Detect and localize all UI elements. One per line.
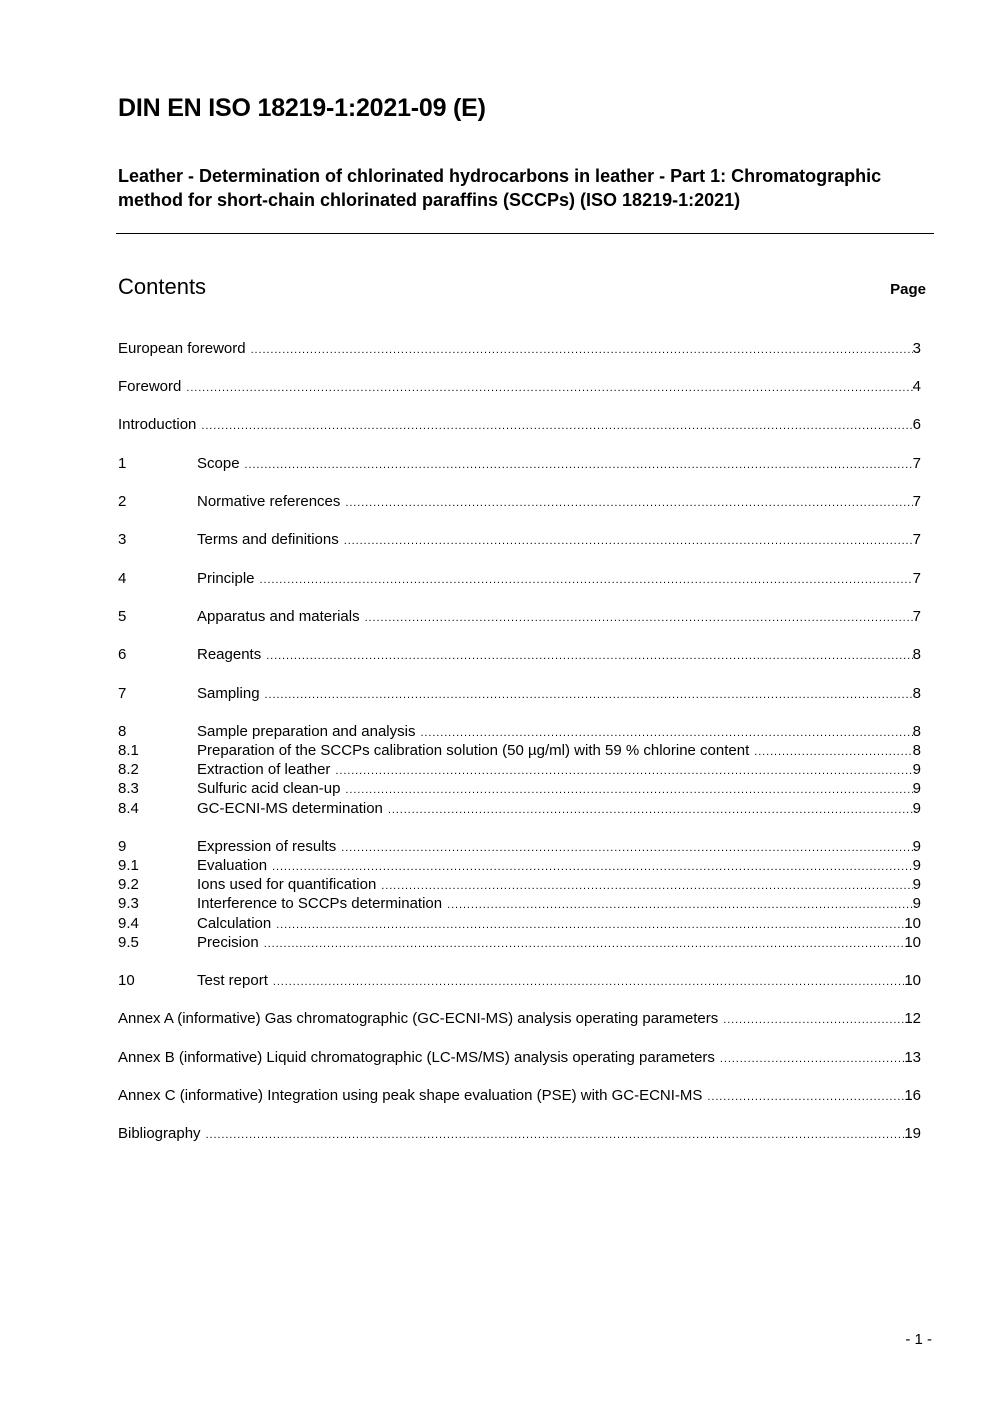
toc-entry-8[interactable] (118, 722, 921, 742)
toc-entry-title: European foreword (118, 340, 246, 357)
page-number: - 1 - (905, 1331, 932, 1348)
toc-entry-page: 9 (912, 857, 921, 874)
toc-entry-9[interactable] (118, 837, 921, 857)
toc-dot-leader (447, 895, 913, 915)
toc-entry-9-2[interactable] (118, 875, 921, 895)
toc-entry-title: Evaluation (197, 857, 268, 874)
toc-entry-1[interactable] (118, 454, 921, 474)
toc-dot-leader (381, 876, 912, 896)
toc-entry-title: Calculation (197, 915, 272, 932)
toc-entry-number: 3 (118, 531, 127, 548)
toc-entry-number: 1 (118, 455, 127, 472)
toc-entry-9-1[interactable] (118, 856, 921, 876)
toc-entry-title: Foreword (118, 378, 182, 395)
toc-dot-leader (720, 1049, 904, 1069)
toc-entry-bibliography[interactable] (118, 1124, 921, 1144)
toc-entry-page: 10 (904, 934, 921, 951)
toc-entry-page: 7 (912, 608, 921, 625)
toc-entry-6[interactable] (118, 645, 921, 665)
toc-entry-8-2[interactable] (118, 760, 921, 780)
toc-entry-number: 9.4 (118, 915, 139, 932)
toc-entry-title: Sampling (197, 685, 260, 702)
toc-entry-number: 9.2 (118, 876, 139, 893)
toc-entry-title: Preparation of the SCCPs calibration solution (50 µg/ml) with 59 % chlorine content (197, 742, 750, 759)
toc-entry-title: Interference to SCCPs determination (197, 895, 443, 912)
toc-entry-page: 7 (912, 455, 921, 472)
toc-dot-leader (276, 915, 904, 935)
toc-dot-leader (265, 685, 913, 705)
toc-dot-leader (273, 972, 904, 992)
contents-heading: Contents (118, 274, 207, 299)
toc-entry-title: Sulfuric acid clean-up (197, 780, 341, 797)
toc-entry-9-4[interactable] (118, 914, 921, 934)
toc-dot-leader (344, 531, 913, 551)
toc-entry-page: 13 (904, 1049, 921, 1066)
toc-entry-title: Normative references (197, 493, 341, 510)
toc-entry-annex-b[interactable] (118, 1048, 921, 1068)
toc-entry-5[interactable] (118, 607, 921, 627)
document-identifier: DIN EN ISO 18219-1:2021-09 (E) (118, 94, 486, 122)
toc-entry-page: 16 (904, 1087, 921, 1104)
toc-entry-page: 9 (912, 761, 921, 778)
toc-entry-title: Introduction (118, 416, 197, 433)
toc-entry-number: 9.1 (118, 857, 139, 874)
toc-entry-introduction[interactable] (118, 415, 921, 435)
toc-dot-leader (345, 493, 912, 513)
toc-entry-title: Terms and definitions (197, 531, 339, 548)
toc-entry-page: 7 (912, 570, 921, 587)
toc-entry-page: 3 (912, 340, 921, 357)
toc-dot-leader (345, 780, 912, 800)
toc-entry-page: 9 (912, 780, 921, 797)
toc-entry-title: Apparatus and materials (197, 608, 360, 625)
toc-entry-title: Annex A (informative) Gas chromatographic (GC-ECNI-MS) analysis operating parameters (118, 1010, 719, 1027)
toc-entry-number: 4 (118, 570, 127, 587)
toc-dot-leader (335, 761, 912, 781)
toc-entry-title: Sample preparation and analysis (197, 723, 416, 740)
toc-entry-number: 9.3 (118, 895, 139, 912)
toc-entry-9-5[interactable] (118, 933, 921, 953)
toc-dot-leader (186, 378, 912, 398)
toc-entry-page: 9 (912, 800, 921, 817)
toc-dot-leader (420, 723, 912, 743)
toc-entry-page: 19 (904, 1125, 921, 1142)
toc-entry-page: 8 (912, 646, 921, 663)
toc-entry-annex-c[interactable] (118, 1086, 921, 1106)
document-title: Leather - Determination of chlorinated hydrocarbons in leather - Part 1: Chromatographic method for short-chain chlorinated paraffins (SCCPs) (ISO 18219-1:2021) (118, 166, 882, 210)
toc-entry-page: 8 (912, 723, 921, 740)
toc-dot-leader (754, 742, 912, 762)
toc-entry-title: Reagents (197, 646, 262, 663)
toc-entry-page: 7 (912, 531, 921, 548)
toc-dot-leader (206, 1125, 905, 1145)
toc-entry-number: 8.1 (118, 742, 139, 759)
toc-dot-leader (365, 608, 913, 628)
toc-entry-page: 10 (904, 972, 921, 989)
toc-entry-page: 8 (912, 685, 921, 702)
toc-entry-number: 5 (118, 608, 127, 625)
toc-entry-european-foreword[interactable] (118, 339, 921, 359)
toc-entry-page: 9 (912, 876, 921, 893)
toc-entry-title: Scope (197, 455, 240, 472)
toc-entry-title: Bibliography (118, 1125, 201, 1142)
toc-entry-page: 8 (912, 742, 921, 759)
toc-entry-page: 7 (912, 493, 921, 510)
toc-entry-page: 6 (912, 416, 921, 433)
toc-entry-number: 8 (118, 723, 127, 740)
toc-dot-leader (388, 800, 913, 820)
toc-entry-title: Principle (197, 570, 255, 587)
toc-entry-9-3[interactable] (118, 894, 921, 914)
toc-entry-number: 9.5 (118, 934, 139, 951)
toc-entry-10[interactable] (118, 971, 921, 991)
toc-dot-leader (251, 340, 913, 360)
toc-entry-number: 8.4 (118, 800, 139, 817)
toc-entry-8-1[interactable] (118, 741, 921, 761)
toc-entry-number: 10 (118, 972, 135, 989)
toc-entry-number: 6 (118, 646, 127, 663)
toc-entry-number: 8.3 (118, 780, 139, 797)
toc-entry-title: Ions used for quantification (197, 876, 377, 893)
page-column-heading: Page (890, 281, 926, 298)
toc-entry-title: Expression of results (197, 838, 337, 855)
toc-entry-annex-a[interactable] (118, 1009, 921, 1029)
toc-dot-leader (260, 570, 913, 590)
toc-dot-leader (707, 1087, 904, 1107)
toc-entry-title: GC-ECNI-MS determination (197, 800, 383, 817)
toc-entry-number: 9 (118, 838, 127, 855)
toc-dot-leader (201, 416, 912, 436)
toc-entry-title: Extraction of leather (197, 761, 331, 778)
toc-dot-leader (723, 1010, 904, 1030)
toc-entry-7[interactable] (118, 684, 921, 704)
toc-dot-leader (245, 455, 913, 475)
toc-entry-title: Annex B (informative) Liquid chromatographic (LC-MS/MS) analysis operating parameters (118, 1049, 715, 1066)
toc-dot-leader (264, 934, 905, 954)
toc-entry-foreword[interactable] (118, 377, 921, 397)
toc-entry-page: 9 (912, 895, 921, 912)
toc-entry-number: 2 (118, 493, 127, 510)
toc-entry-number: 8.2 (118, 761, 139, 778)
toc-entry-title: Annex C (informative) Integration using peak shape evaluation (PSE) with GC-ECNI-MS (118, 1087, 703, 1104)
toc-entry-2[interactable] (118, 492, 921, 512)
toc-entry-page: 9 (912, 838, 921, 855)
toc-entry-page: 12 (904, 1010, 921, 1027)
toc-entry-8-4[interactable] (118, 799, 921, 819)
title-divider (116, 233, 934, 234)
toc-entry-title: Test report (197, 972, 268, 989)
toc-dot-leader (272, 857, 913, 877)
toc-dot-leader (341, 838, 912, 858)
toc-entry-8-3[interactable] (118, 779, 921, 799)
toc-entry-title: Precision (197, 934, 259, 951)
toc-dot-leader (266, 646, 912, 666)
toc-entry-3[interactable] (118, 530, 921, 550)
toc-entry-number: 7 (118, 685, 127, 702)
toc-entry-page: 10 (904, 915, 921, 932)
toc-entry-4[interactable] (118, 569, 921, 589)
toc-entry-page: 4 (912, 378, 921, 395)
